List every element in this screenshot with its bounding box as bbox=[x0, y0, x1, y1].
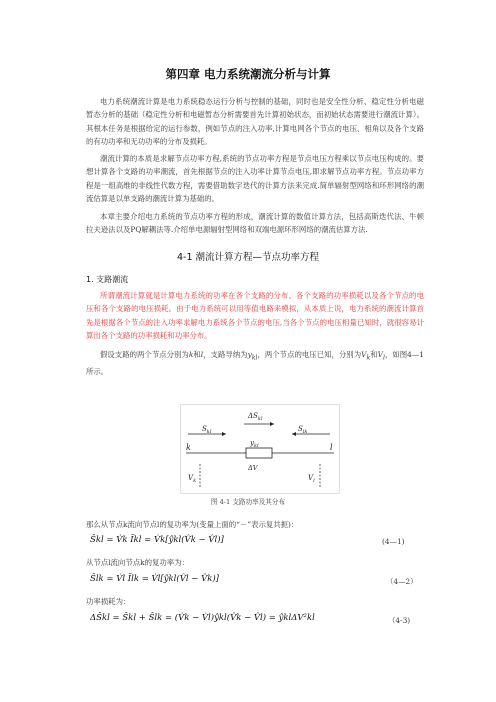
figure-label-skl: $S_{kl}$ bbox=[202, 425, 212, 435]
figure-label-vl: $V_l$ bbox=[308, 474, 315, 484]
intro-paragraph-2: 潮流计算的本质是求解节点功率方程,系统的节点功率方程是节点电压方程乘以节点电压构成的。要想计算各个支路的功率潮流，首先根据节点的注入功率计算节点电压,即求解节点功率方程。节点功率方程是一组高维的非线性代数方程，需要借助数字迭代的计算方法来完成.简单辐射型网络和环形网络的潮流估算是以单支路的潮流计算为基础的。 bbox=[86, 154, 424, 203]
branch-text-c: ，支路导纳为 bbox=[203, 350, 248, 359]
figure-label-delta-v: ΔV bbox=[248, 464, 258, 472]
slk-arrowhead bbox=[292, 432, 296, 436]
branch-power-diagram bbox=[180, 404, 340, 494]
admittance-symbol: $y_{kl}$ bbox=[247, 350, 258, 362]
branch-text-a: 假设支路的两个节点分别为 bbox=[100, 350, 189, 359]
loss-arrowhead bbox=[270, 422, 274, 426]
red-paragraph: 所谓潮流计算就是计算电力系统的功率在各个支路的分布、各个支路的功率损耗以及各个节点的电压和各个支路的电压损耗。由于电力系统可以用等值电路来模拟，从本质上说，电力系统的潮流计算首先是根据各个节点的注入功率求解电力系统各个节点的电压,当各个节点的电压相量已知时，就很容易计算出各个支路的功率损耗和功率分布。 bbox=[86, 291, 424, 340]
figure-label-slk: $S_{lk}$ bbox=[298, 425, 308, 435]
subsection-title: 1. 支路潮流 bbox=[86, 275, 129, 284]
equation-4-3-number: （4-3) bbox=[388, 616, 411, 625]
equation-4-1: Ŝkl = V̇k Ĩkl = V̇k[ŷkl(V̂k − V̂l)] bbox=[90, 535, 224, 545]
figure-node-k: k bbox=[186, 443, 191, 452]
figure-caption: 图 4-1 支路功率及其分布 bbox=[210, 498, 286, 506]
figure-label-vk: $V_k$ bbox=[188, 474, 197, 484]
figure-label-ykl: $y_{kl}$ bbox=[250, 439, 259, 449]
skl-arrowhead bbox=[222, 432, 226, 436]
section-title: 4-1 潮流计算方程—节点功率方程 bbox=[176, 252, 320, 263]
admittance-box bbox=[246, 448, 272, 458]
intro-paragraph-3: 本章主要介绍电力系统的节点功率方程的形成，潮流计算的数值计算方法，包括高斯迭代法、牛顿拉夫逊法以及PQ解耦法等.介绍单电源辐射型网络和双端电源环形网络的潮流估算方法. bbox=[86, 212, 424, 235]
text-flow-lk: 从节点l流向节点k的复功率为： bbox=[86, 558, 189, 567]
branch-text-e: 和 bbox=[370, 350, 378, 359]
voltage-l-symbol: $V_l$ bbox=[377, 350, 385, 362]
figure-node-l: l bbox=[330, 443, 333, 452]
equation-4-2-number: （4—2） bbox=[386, 577, 418, 586]
text-flow-kl: 那么从节点k流向节点l的复功率为(变量上面的“－”表示复共扼)： bbox=[86, 520, 299, 529]
node-l-symbol: l bbox=[200, 350, 204, 359]
chapter-title: 第四章 电力系统潮流分析与计算 bbox=[165, 67, 331, 81]
branch-text-f: ，如图4—1所示。 bbox=[86, 350, 424, 376]
text-power-loss: 功率损耗为： bbox=[86, 597, 131, 606]
equation-4-1-number: (4—1) bbox=[382, 537, 405, 546]
branch-paragraph bbox=[86, 348, 424, 378]
equation-4-2: Ŝlk = V̇l Ĩlk = V̇l[ŷkl(V̂l − V̂k)] bbox=[90, 574, 219, 584]
node-k-symbol: k bbox=[188, 350, 194, 359]
voltage-k-symbol: $V_k$ bbox=[361, 350, 371, 362]
intro-paragraph-1: 电力系统潮流计算是电力系统稳态运行分析与控制的基础，同时也是安全性分析、稳定性分析电磁暂态分析的基础（稳定性分析和电磁暂态分析需要首先计算初始状态，而初始状态需要进行潮流计算）。其根本任务是根据给定的运行参数，例如节点的注入功率,计算电网各个节点的电压、相角以及各个支路的有功功率和无功功率的分布及损耗。 bbox=[86, 97, 424, 146]
branch-text-b: 和 bbox=[193, 350, 201, 359]
branch-text-d: ，两个节点的电压已知，分别为 bbox=[257, 350, 362, 359]
figure-label-delta-skl: $\Delta S_{kl}$ bbox=[248, 412, 263, 422]
equation-4-3: ΔŜkl = Ŝkl + Ŝlk = (V̇k − V̇l)ŷkl(V̂k − V̂l) = ŷklΔV²kl bbox=[90, 613, 315, 623]
